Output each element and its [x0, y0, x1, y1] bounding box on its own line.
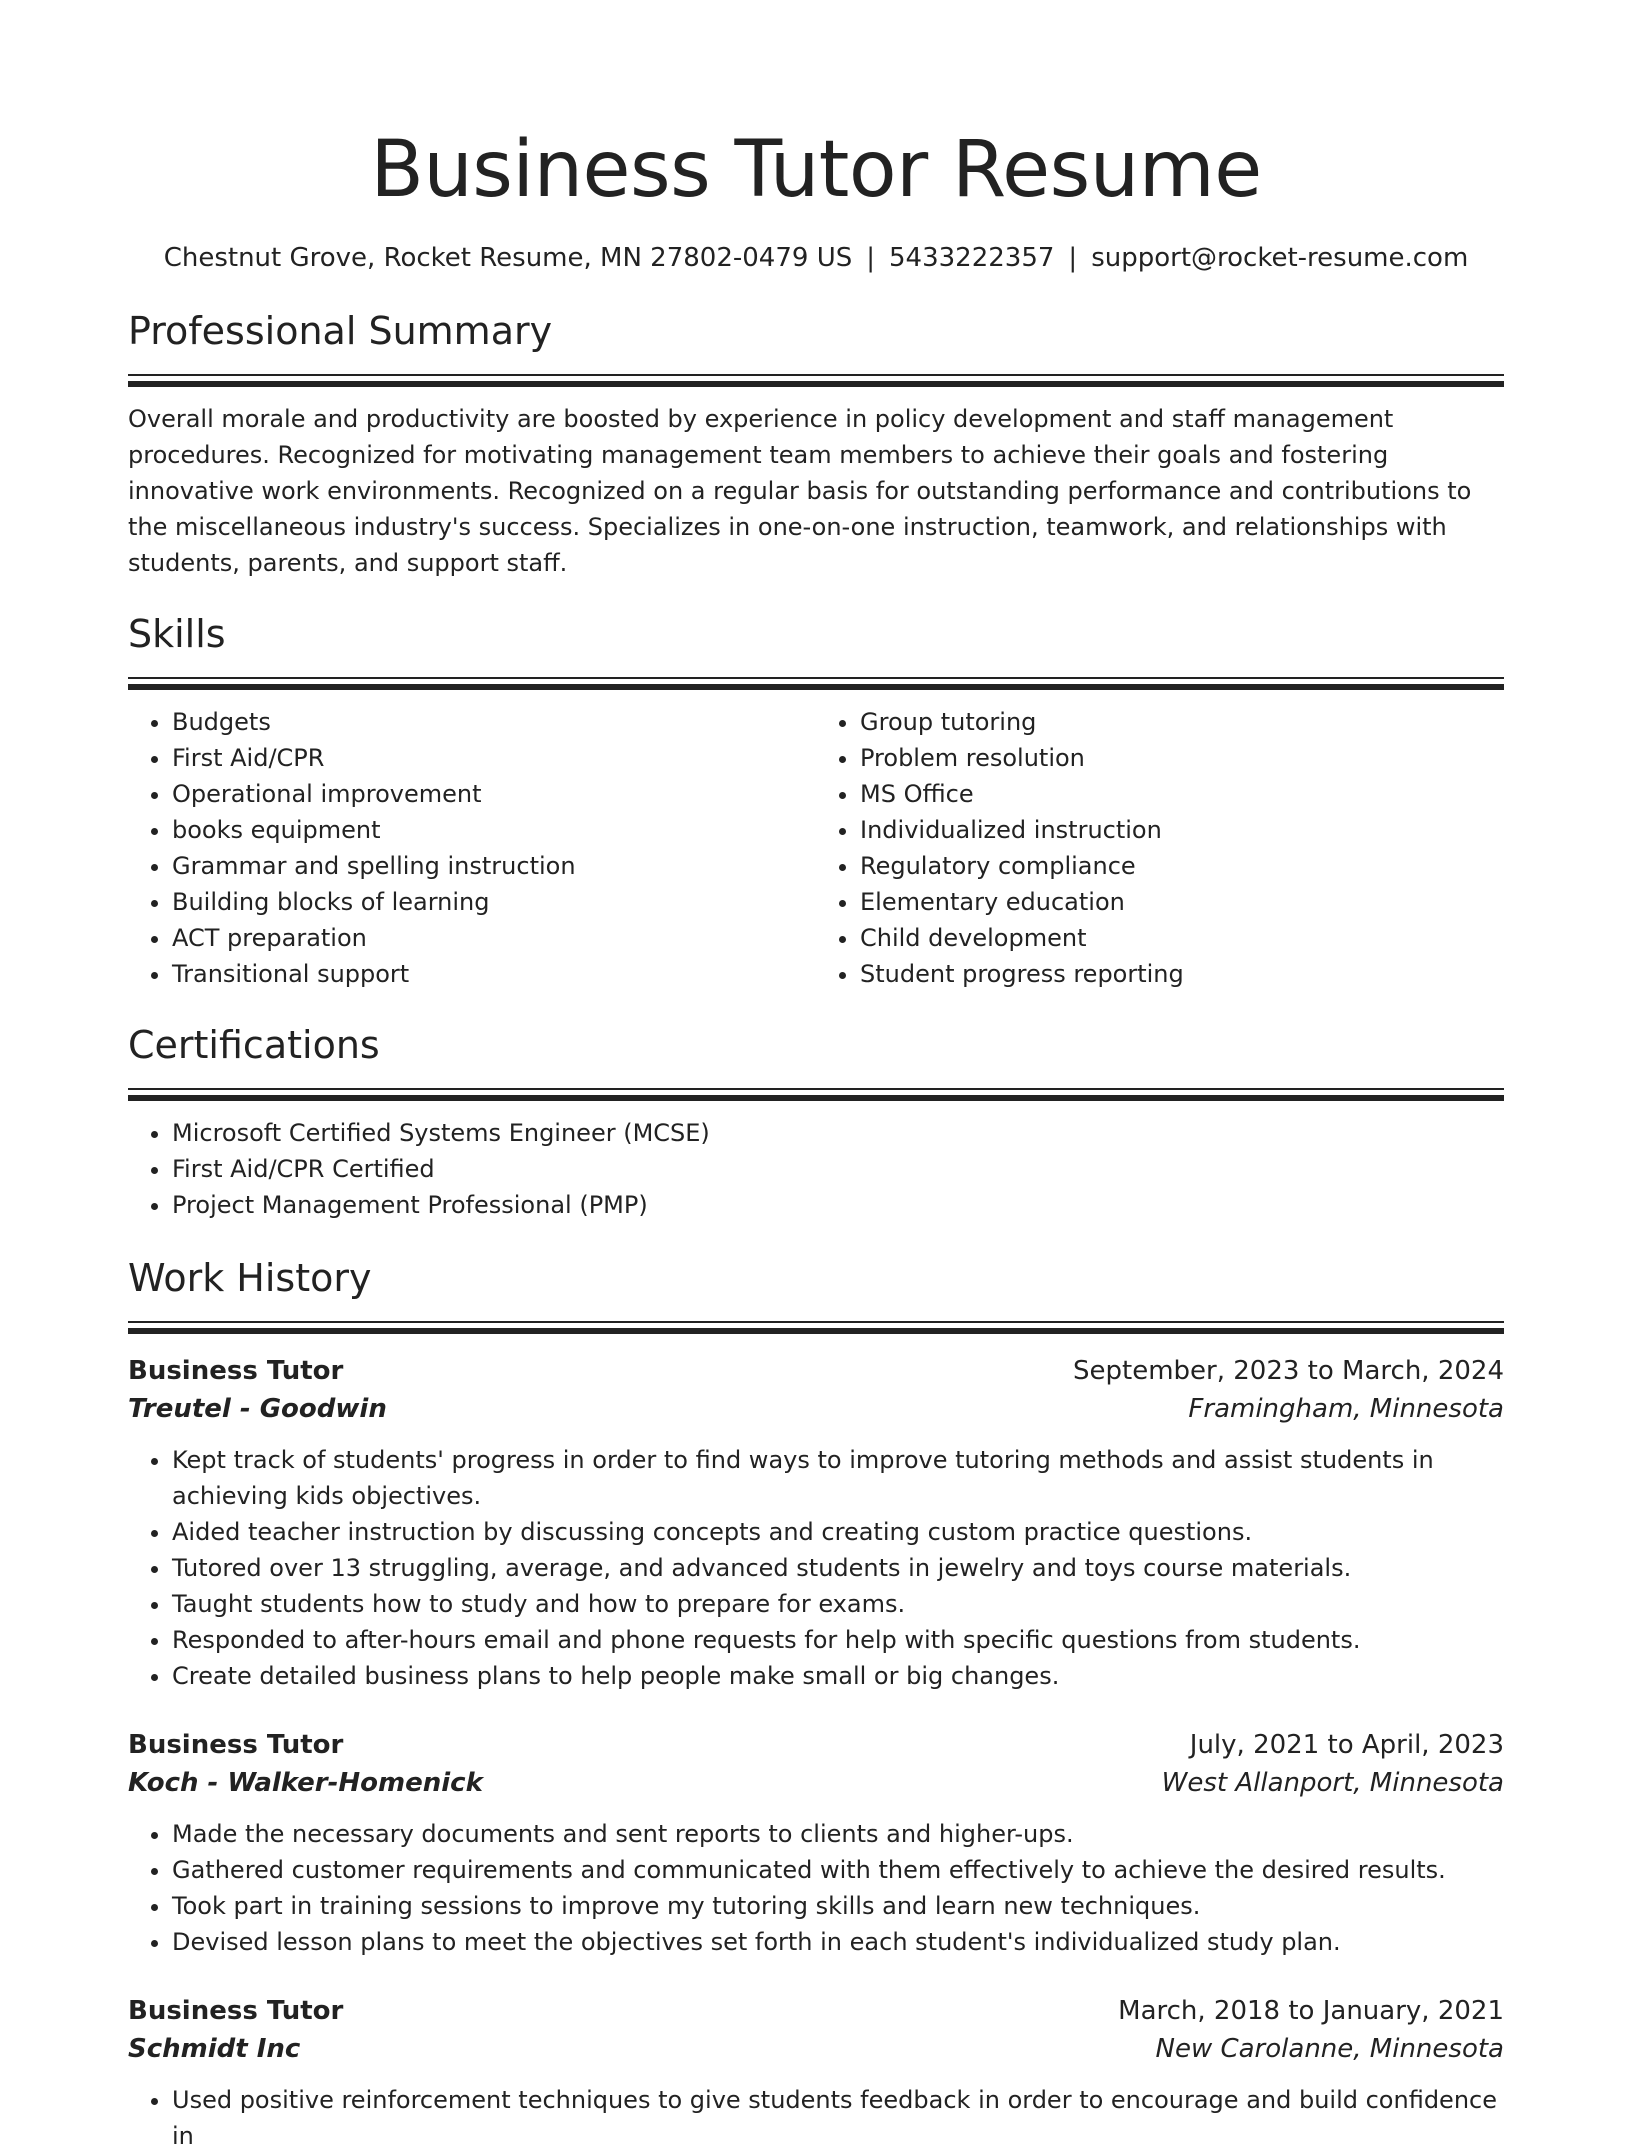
skill-item: • Building blocks of learning: [172, 884, 816, 920]
job-bullet: • Made the necessary documents and sent reports to clients and higher-ups.: [172, 1816, 1504, 1852]
skill-item: • Group tutoring: [860, 704, 1504, 740]
certification-item: • Project Management Professional (PMP): [172, 1187, 1504, 1223]
summary-section: [128, 306, 1504, 581]
job-bullets: [128, 1816, 1504, 1960]
job-bullet: • Gathered customer requirements and communicated with them effectively to achieve the desired results.: [172, 1852, 1504, 1888]
job-bullet: • Used positive reinforcement techniques to give students feedback in order to encourage and build confidence in: [172, 2082, 1504, 2154]
skill-item: • Student progress reporting: [860, 956, 1504, 992]
skill-item: • Transitional support: [172, 956, 816, 992]
skill-item: • Grammar and spelling instruction: [172, 848, 816, 884]
job-bullet: • Took part in training sessions to improve my tutoring skills and learn new techniques.: [172, 1888, 1504, 1924]
skill-item: • Problem resolution: [860, 740, 1504, 776]
job-bullet: • Taught students how to study and how to prepare for exams.: [172, 1586, 1504, 1622]
job-title: Business Tutor: [128, 1996, 344, 2026]
job-entry: [128, 1352, 1504, 1694]
skills-grid: [128, 704, 1504, 992]
job-entry: [128, 1992, 1504, 2154]
job-bullet: • Kept track of students' progress in order to find ways to improve tutoring methods and assist students in achieving kids objectives.: [172, 1442, 1504, 1514]
skill-item: • books equipment: [172, 812, 816, 848]
job-entry: [128, 1726, 1504, 1960]
certifications-list: [128, 1115, 1504, 1223]
page-title: Business Tutor Resume: [370, 125, 1262, 215]
job-dates: September, 2023 to March, 2024: [1073, 1356, 1504, 1386]
job-bullets: [128, 1442, 1504, 1694]
job-bullets: [128, 2082, 1504, 2154]
job-company: Koch - Walker-Homenick: [128, 1768, 483, 1798]
contact-separator: |: [866, 243, 875, 273]
work-history-section: [128, 1253, 1504, 2154]
job-company-row: [128, 1764, 1504, 1802]
job-bullet: • Create detailed business plans to help people make small or big changes.: [172, 1658, 1504, 1694]
skill-item: • Regulatory compliance: [860, 848, 1504, 884]
skill-item: • Operational improvement: [172, 776, 816, 812]
section-heading-certifications: Certifications: [128, 1023, 380, 1067]
job-location: West Allanport, Minnesota: [1161, 1768, 1504, 1798]
skill-item: • Individualized instruction: [860, 812, 1504, 848]
skills-list-left: [128, 704, 816, 992]
job-header-row: [128, 1992, 1504, 2030]
contact-line: [128, 240, 1504, 276]
section-divider: [128, 1321, 1504, 1334]
job-location: New Carolanne, Minnesota: [1155, 2034, 1504, 2064]
job-company-row: [128, 2030, 1504, 2068]
job-title: Business Tutor: [128, 1356, 344, 1386]
section-divider: [128, 677, 1504, 690]
section-heading-skills: Skills: [128, 612, 226, 656]
section-heading-work-history: Work History: [128, 1256, 372, 1300]
skill-item: • MS Office: [860, 776, 1504, 812]
certification-item: • First Aid/CPR Certified: [172, 1151, 1504, 1187]
job-bullet: • Tutored over 13 struggling, average, and advanced students in jewelry and toys course materials.: [172, 1550, 1504, 1586]
job-company: Treutel - Goodwin: [128, 1394, 387, 1424]
summary-text: Overall morale and productivity are boosted by experience in policy development and staff management procedures. Recognized for motivating management team members to achieve their goals and fostering innovative work environments. Recognized on a regular basis for outstanding performance and contributions to the miscellaneous industry's success. Specializes in one-on-one instruction, teamwork, and relationships with students, parents, and support staff.: [128, 405, 1472, 577]
section-divider: [128, 1088, 1504, 1101]
certifications-section: [128, 1020, 1504, 1223]
contact-address: Chestnut Grove, Rocket Resume, MN 27802-0479 US: [163, 243, 853, 273]
contact-separator: |: [1068, 243, 1078, 273]
section-heading-summary: Professional Summary: [128, 309, 553, 353]
skills-section: [128, 609, 1504, 992]
skill-item: • Budgets: [172, 704, 816, 740]
job-company-row: [128, 1390, 1504, 1428]
job-dates: March, 2018 to January, 2021: [1118, 1996, 1504, 2026]
job-title: Business Tutor: [128, 1730, 344, 1760]
skills-list-right: [816, 704, 1504, 992]
job-header-row: [128, 1726, 1504, 1764]
job-bullet: • Devised lesson plans to meet the objectives set forth in each student's individualized study plan.: [172, 1924, 1504, 1960]
skill-item: • Elementary education: [860, 884, 1504, 920]
skill-item: • First Aid/CPR: [172, 740, 816, 776]
certification-item: • Microsoft Certified Systems Engineer (MCSE): [172, 1115, 1504, 1151]
job-dates: July, 2021 to April, 2023: [1189, 1730, 1504, 1760]
job-bullet: • Aided teacher instruction by discussing concepts and creating custom practice questions.: [172, 1514, 1504, 1550]
job-header-row: [128, 1352, 1504, 1390]
section-divider: [128, 374, 1504, 387]
contact-email: support@rocket-resume.com: [1091, 243, 1469, 273]
contact-phone: 5433222357: [889, 243, 1055, 273]
job-location: Framingham, Minnesota: [1188, 1394, 1504, 1424]
skill-item: • Child development: [860, 920, 1504, 956]
skill-item: • ACT preparation: [172, 920, 816, 956]
job-company: Schmidt Inc: [128, 2034, 301, 2064]
job-bullet: • Responded to after-hours email and phone requests for help with specific questions from students.: [172, 1622, 1504, 1658]
